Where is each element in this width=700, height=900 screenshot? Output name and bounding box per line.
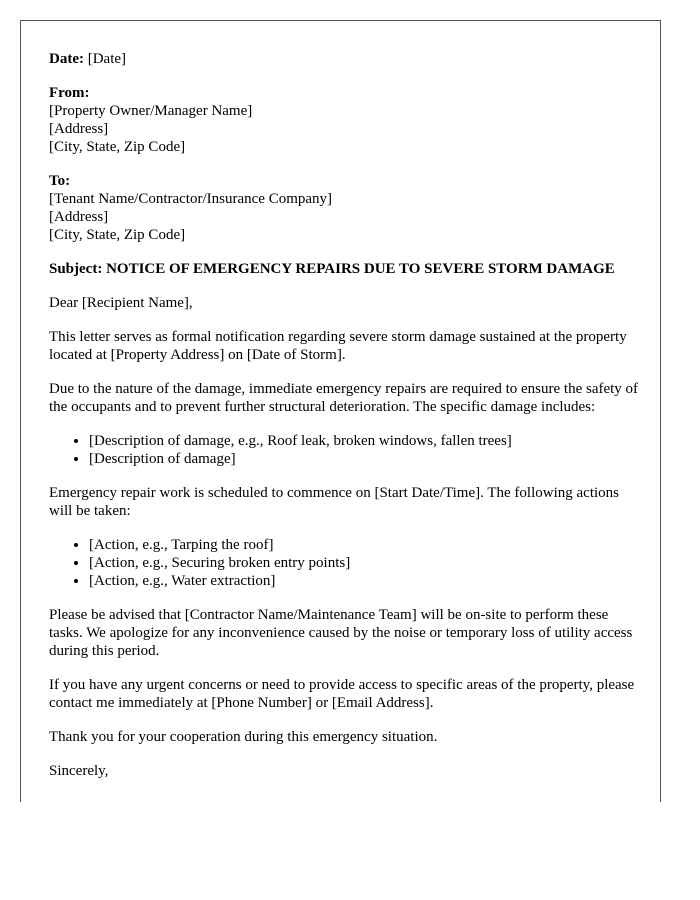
paragraph-schedule: Emergency repair work is scheduled to commence on [Start Date/Time]. The following actions will be taken: xyxy=(49,485,619,519)
paragraph-contact: If you have any urgent concerns or need to provide access to specific areas of the property, please contact me immediately at [Phone Number] or [Email Address]. xyxy=(49,677,635,711)
to-name: [Tenant Name/Contractor/Insurance Company] xyxy=(49,191,333,207)
date-label: Date: xyxy=(49,51,84,67)
salutation: Dear [Recipient Name], xyxy=(49,295,193,311)
paragraph-notification: This letter serves as formal notification regarding severe storm damage sustained at the property located at [Property Address] on [Date of Storm]. xyxy=(49,329,627,363)
letter-content xyxy=(49,50,639,796)
from-city: [City, State, Zip Code] xyxy=(49,139,186,155)
subject-text: NOTICE OF EMERGENCY REPAIRS DUE TO SEVERE STORM DAMAGE xyxy=(106,261,615,277)
subject-label: Subject: xyxy=(49,261,103,277)
date-block xyxy=(49,50,639,68)
paragraph-thanks: Thank you for your cooperation during this emergency situation. xyxy=(49,729,438,745)
action-list-item: • [Action, e.g., Water extraction] xyxy=(89,572,639,590)
action-list-item: • [Action, e.g., Securing broken entry points] xyxy=(89,554,639,572)
subject-line xyxy=(49,260,639,278)
from-name: [Property Owner/Manager Name] xyxy=(49,103,253,119)
from-block xyxy=(49,84,639,156)
to-address: [Address] xyxy=(49,209,109,225)
from-label: From: xyxy=(49,85,90,101)
damage-list xyxy=(49,432,639,468)
action-list-item: • [Action, e.g., Tarping the roof] xyxy=(89,536,639,554)
damage-list-item: • [Description of damage] xyxy=(89,450,639,468)
to-city: [City, State, Zip Code] xyxy=(49,227,186,243)
to-block xyxy=(49,172,639,244)
paragraph-damage-intro: Due to the nature of the damage, immediate emergency repairs are required to ensure the safety of the occupants and to prevent further structural deterioration. The specific damage includes: xyxy=(49,381,639,415)
paragraph-advisory: Please be advised that [Contractor Name/Maintenance Team] will be on-site to perform these tasks. We apologize for any inconvenience caused by the noise or temporary loss of utility access during this period. xyxy=(49,607,633,659)
action-list xyxy=(49,536,639,590)
letter-page xyxy=(20,20,661,802)
to-label: To: xyxy=(49,173,71,189)
closing: Sincerely, xyxy=(49,763,109,779)
from-address: [Address] xyxy=(49,121,109,137)
date-value: [Date] xyxy=(87,51,127,67)
damage-list-item: • [Description of damage, e.g., Roof leak, broken windows, fallen trees] xyxy=(89,432,639,450)
